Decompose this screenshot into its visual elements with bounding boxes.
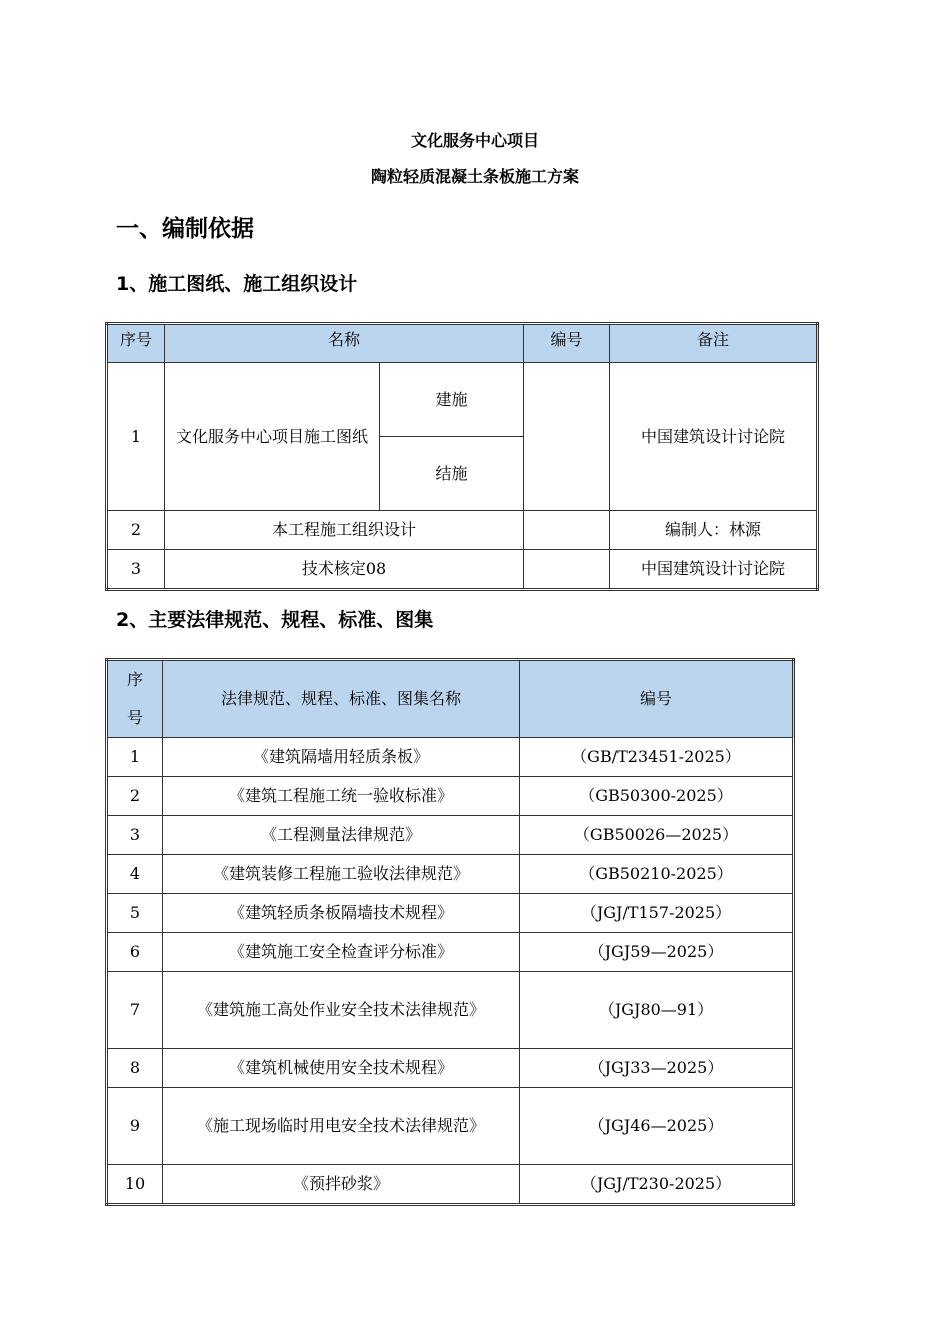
header-name: 名称 [165, 324, 524, 363]
table-row [107, 777, 794, 816]
header-seq: 序号 [107, 324, 165, 363]
row-name: 《工程测量法律规范》 [163, 816, 520, 855]
table-header-row [107, 660, 794, 738]
header-seq: 序号 [107, 660, 163, 738]
row-name: 《建筑隔墙用轻质条板》 [163, 738, 520, 777]
row-note: 中国建筑设计讨论院 [610, 363, 818, 511]
row-code: （GB50210-2025） [520, 855, 794, 894]
row-note: 编制人：林源 [610, 511, 818, 550]
row-note: 中国建筑设计讨论院 [610, 550, 818, 590]
row-name: 《建筑机械使用安全技术规程》 [163, 1049, 520, 1088]
row-code: （JGJ59—2025） [520, 933, 794, 972]
header-code: 编号 [520, 660, 794, 738]
row-seq: 4 [107, 855, 163, 894]
row-name: 《建筑施工高处作业安全技术法律规范》 [163, 972, 520, 1049]
row-sub-name: 建施 [380, 363, 524, 437]
row-seq: 7 [107, 972, 163, 1049]
row-name: 文化服务中心项目施工图纸 [165, 363, 380, 511]
row-seq: 3 [107, 816, 163, 855]
header-name: 法律规范、规程、标准、图集名称 [163, 660, 520, 738]
row-seq: 1 [107, 363, 165, 511]
row-name: 《预拌砂浆》 [163, 1165, 520, 1205]
row-name: 技术核定08 [165, 550, 524, 590]
table-header-row [107, 324, 818, 363]
doc-title-line2: 陶粒轻质混凝土条板施工方案 [370, 167, 579, 186]
table-row [107, 894, 794, 933]
row-seq: 2 [107, 777, 163, 816]
row-seq: 1 [107, 738, 163, 777]
row-seq: 2 [107, 511, 165, 550]
header-note: 备注 [610, 324, 818, 363]
row-name: 《建筑轻质条板隔墙技术规程》 [163, 894, 520, 933]
row-seq: 9 [107, 1088, 163, 1165]
row-seq: 5 [107, 894, 163, 933]
table-row [107, 738, 794, 777]
row-seq: 8 [107, 1049, 163, 1088]
row-seq: 3 [107, 550, 165, 590]
row-code [524, 550, 610, 590]
row-name: 《建筑装修工程施工验收法律规范》 [163, 855, 520, 894]
table-row [107, 1049, 794, 1088]
row-code: （GB50026—2025） [520, 816, 794, 855]
row-code: （JGJ/T157-2025） [520, 894, 794, 933]
table-row [107, 550, 818, 590]
section-heading-1: 一、编制依据 [116, 216, 254, 242]
row-name: 《建筑工程施工统一验收标准》 [163, 777, 520, 816]
table-row [107, 855, 794, 894]
header-code: 编号 [524, 324, 610, 363]
row-name: 《建筑施工安全检查评分标准》 [163, 933, 520, 972]
row-code: （GB50300-2025） [520, 777, 794, 816]
row-name: 本工程施工组织设计 [165, 511, 524, 550]
subsection-heading-2: 2、主要法律规范、规程、标准、图集 [116, 609, 434, 631]
row-name: 《施工现场临时用电安全技术法律规范》 [163, 1088, 520, 1165]
table-row [107, 933, 794, 972]
subsection-heading-1: 1、施工图纸、施工组织设计 [116, 273, 358, 295]
drawings-table [105, 322, 819, 591]
row-code: （JGJ/T230-2025） [520, 1165, 794, 1205]
doc-title-line1: 文化服务中心项目 [410, 131, 539, 150]
table-row [107, 511, 818, 550]
row-code: （GB/T23451-2025） [520, 738, 794, 777]
table-row [107, 972, 794, 1049]
row-seq: 10 [107, 1165, 163, 1205]
row-code [524, 511, 610, 550]
row-code: （JGJ80—91） [520, 972, 794, 1049]
row-seq: 6 [107, 933, 163, 972]
table-row [107, 816, 794, 855]
table-row [107, 1165, 794, 1205]
row-code [524, 363, 610, 511]
row-code: （JGJ33—2025） [520, 1049, 794, 1088]
table-row [107, 1088, 794, 1165]
row-code: （JGJ46—2025） [520, 1088, 794, 1165]
row-sub-name: 结施 [380, 437, 524, 511]
standards-table [105, 658, 795, 1206]
table-row [107, 363, 818, 437]
